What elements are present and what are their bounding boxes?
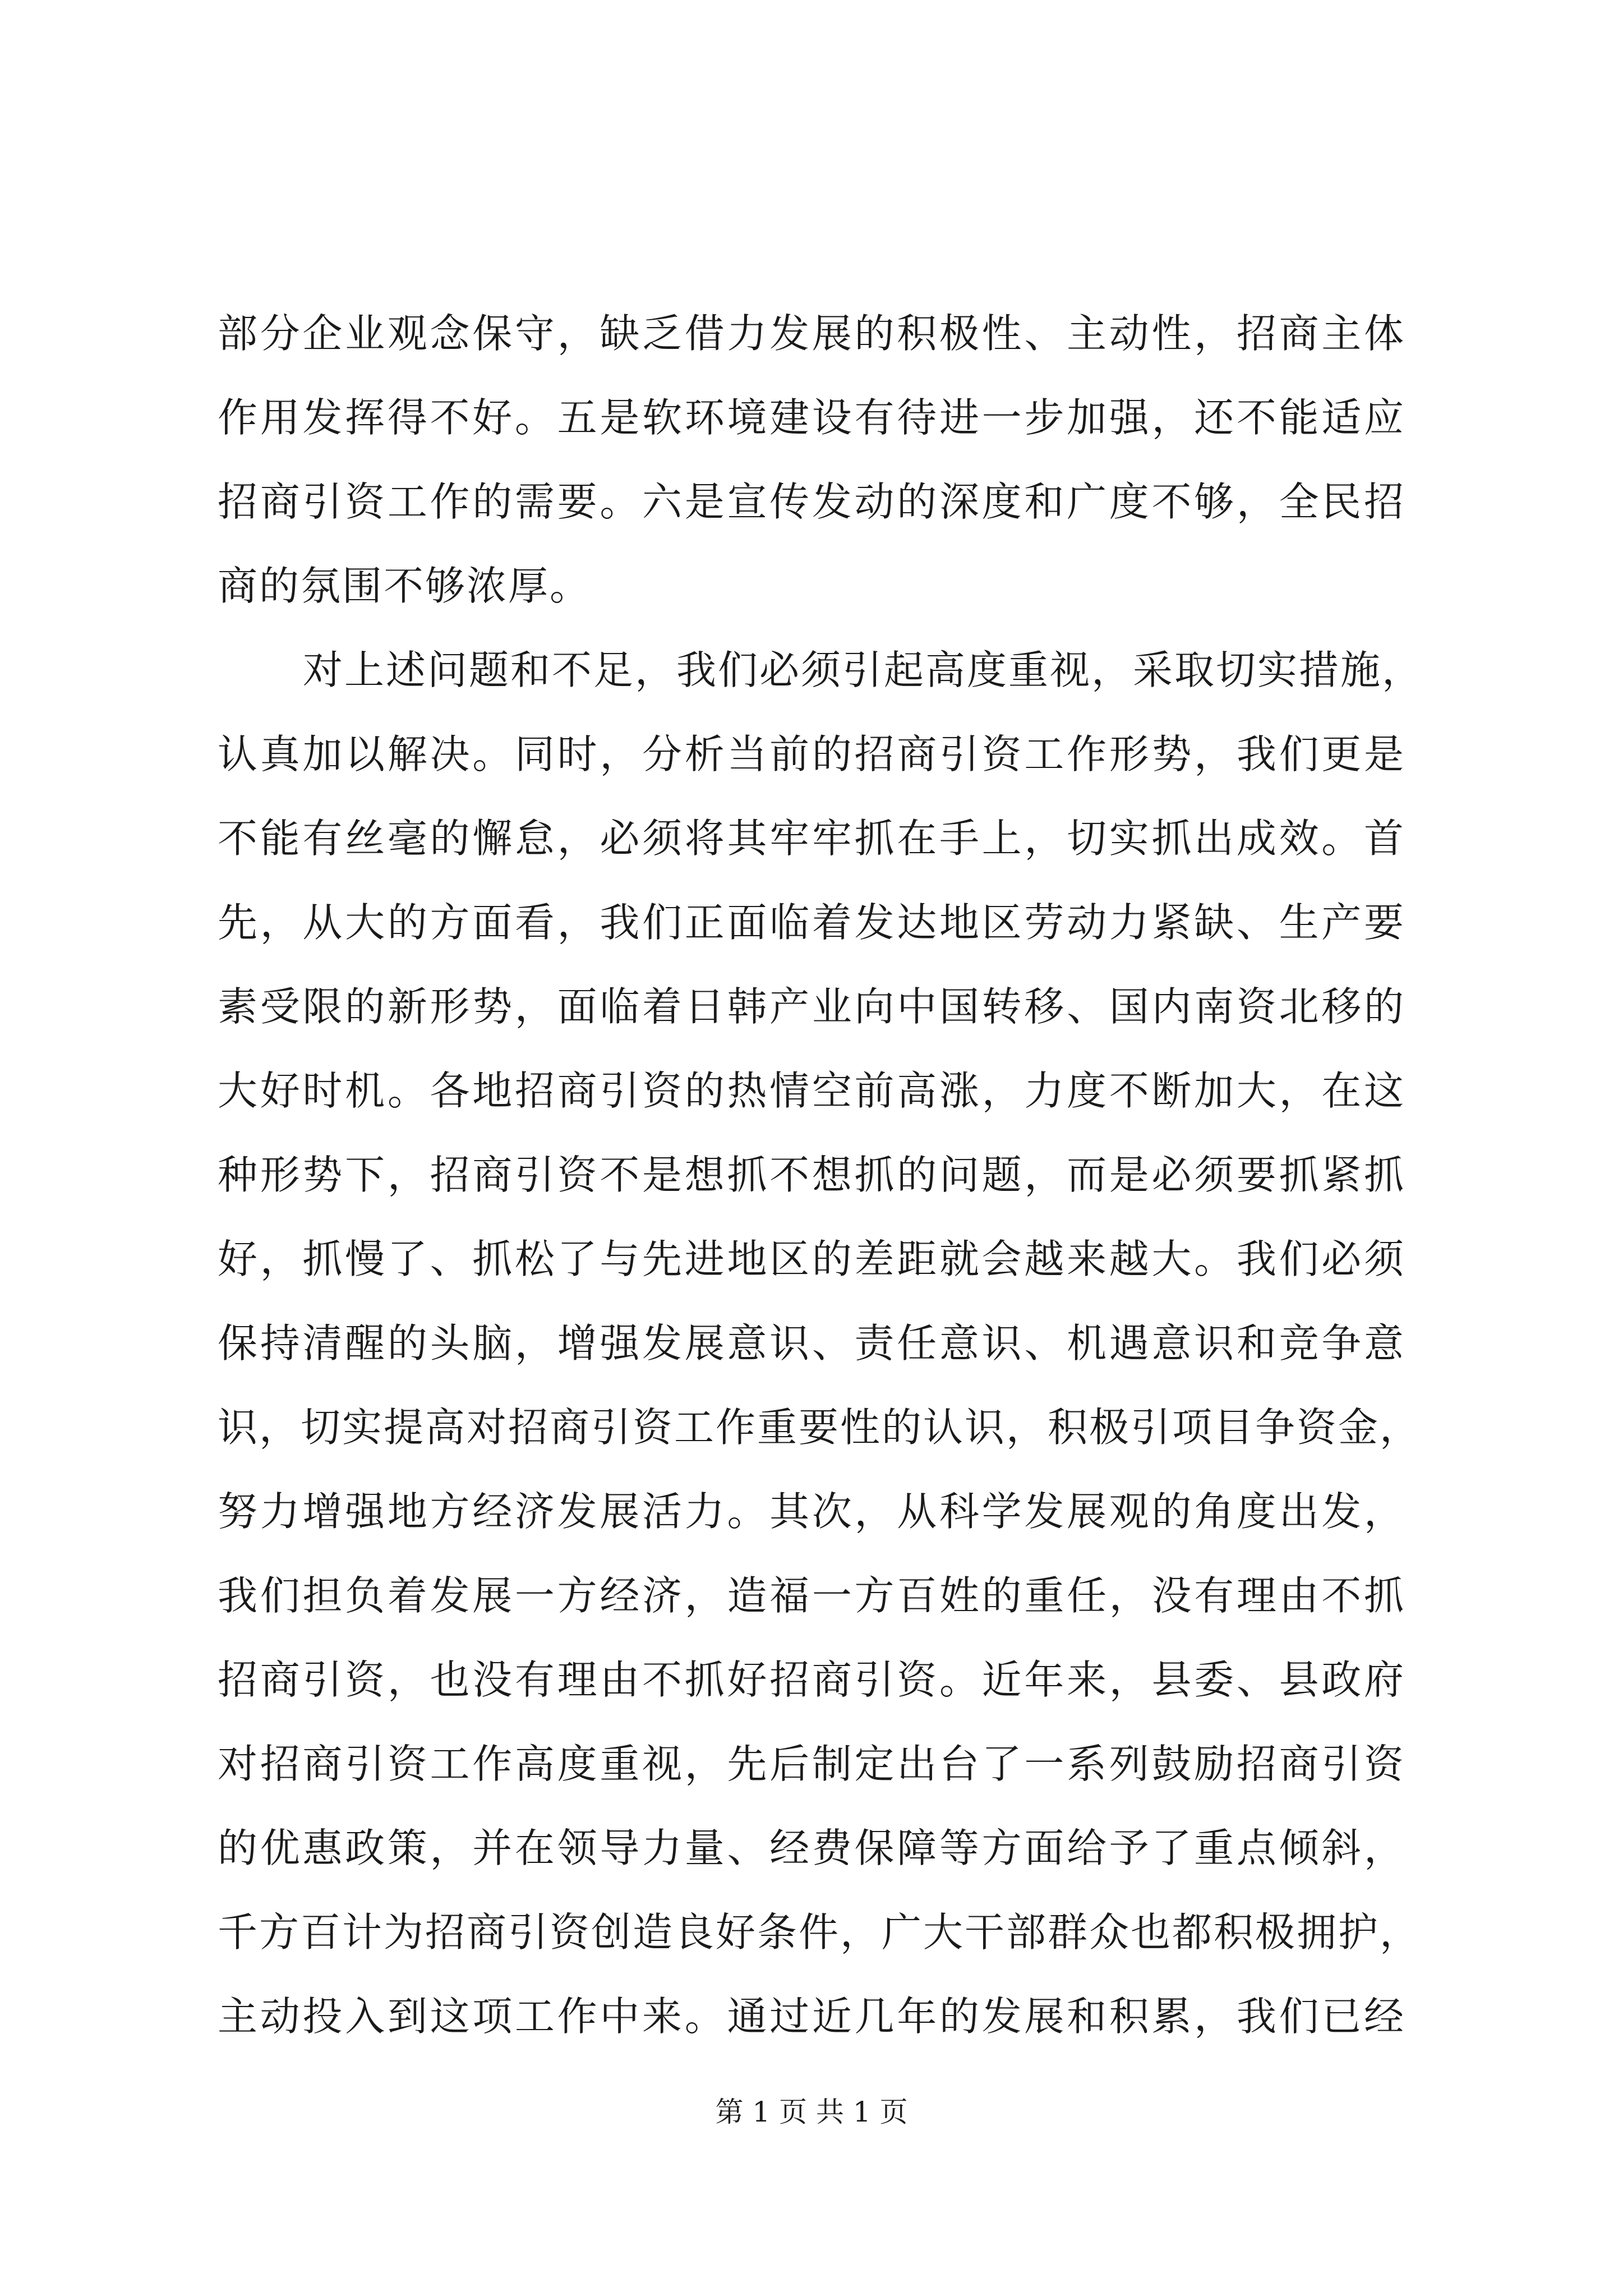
text-line: 招商引资工作的需要。六是宣传发动的深度和广度不够，全民招 <box>218 478 1405 525</box>
text-line: 的优惠政策，并在领导力量、经费保障等方面给予了重点倾斜， <box>218 1825 1405 1871</box>
body-text <box>218 292 1424 2059</box>
text-line: 部分企业观念保守，缺乏借力发展的积极性、主动性，招商主体 <box>218 310 1405 357</box>
text-line: 作用发挥得不好。五是软环境建设有待进一步加强，还不能适应 <box>218 394 1405 441</box>
text-line: 大好时机。各地招商引资的热情空前高涨，力度不断加大，在这 <box>218 1068 1405 1114</box>
text-line: 保持清醒的头脑，增强发展意识、责任意识、机遇意识和竞争意 <box>218 1320 1405 1366</box>
text-line: 努力增强地方经济发展活力。其次，从科学发展观的角度出发， <box>218 1488 1405 1535</box>
text-line: 好，抓慢了、抓松了与先进地区的差距就会越来越大。我们必须 <box>218 1236 1405 1282</box>
text-line: 认真加以解决。同时，分析当前的招商引资工作形势，我们更是 <box>218 731 1405 777</box>
text-line: 对招商引资工作高度重视，先后制定出台了一系列鼓励招商引资 <box>218 1741 1405 1787</box>
text-line: 种形势下，招商引资不是想抓不想抓的问题，而是必须要抓紧抓 <box>218 1152 1405 1198</box>
text-line: 千方百计为招商引资创造良好条件，广大干部群众也都积极拥护， <box>218 1909 1422 1955</box>
text-line: 对上述问题和不足，我们必须引起高度重视，采取切实措施， <box>303 647 1424 693</box>
text-line: 先，从大的方面看，我们正面临着发达地区劳动力紧缺、生产要 <box>218 899 1405 946</box>
text-line: 主动投入到这项工作中来。通过近几年的发展和积累，我们已经 <box>218 1993 1405 2040</box>
text-line: 商的氛围不够浓厚。 <box>218 563 592 609</box>
text-line: 我们担负着发展一方经济，造福一方百姓的重任，没有理由不抓 <box>218 1572 1405 1619</box>
text-line: 识，切实提高对招商引资工作重要性的认识，积极引项目争资金， <box>218 1404 1422 1451</box>
text-line: 招商引资，也没有理由不抓好招商引资。近年来，县委、县政府 <box>218 1657 1405 1703</box>
text-line: 素受限的新形势，面临着日韩产业向中国转移、国内南资北移的 <box>218 983 1405 1030</box>
text-line: 不能有丝毫的懈怠，必须将其牢牢抓在手上，切实抓出成效。首 <box>218 815 1405 862</box>
page-number-footer: 第 1 页 共 1 页 <box>715 2096 908 2128</box>
